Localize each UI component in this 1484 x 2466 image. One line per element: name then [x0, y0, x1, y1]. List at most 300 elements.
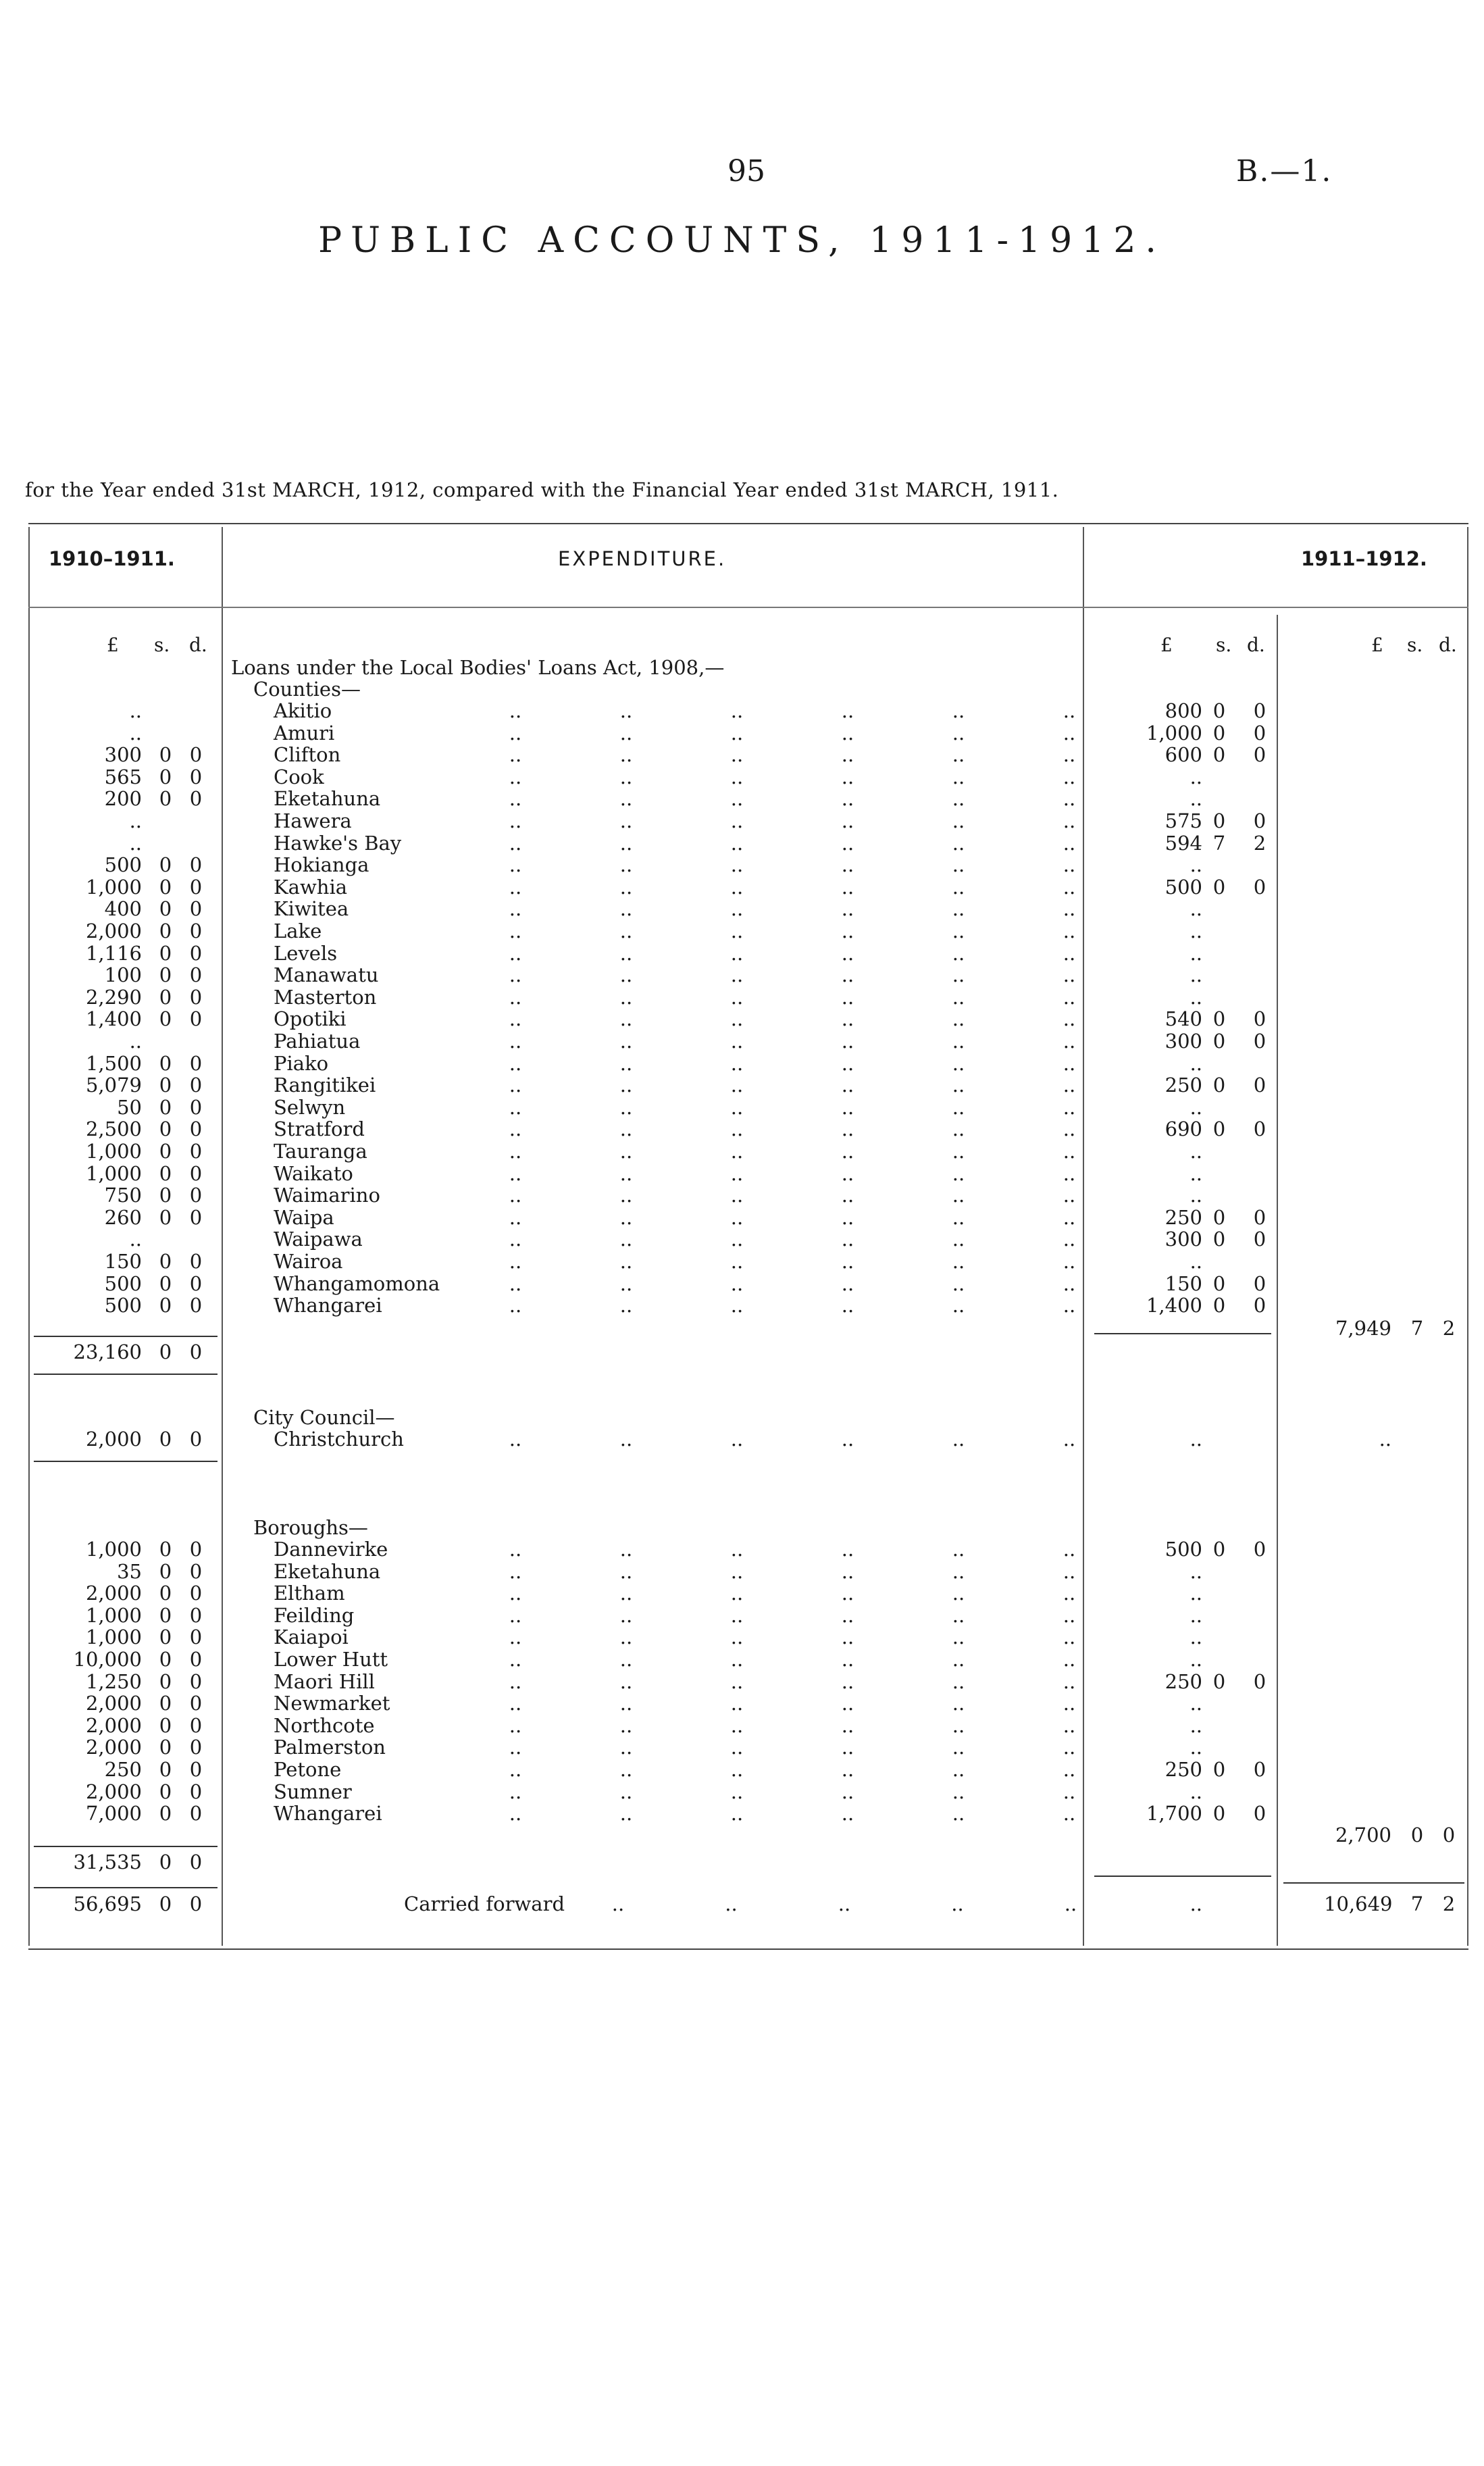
prev-shillings: 0 [159, 1603, 172, 1627]
leader-dots: .. .. .. .. .. .. [509, 831, 1076, 855]
curr-pounds: .. [1189, 1250, 1202, 1273]
section-title: Loans under the Local Bodies' Loans Act, 1908,— [231, 656, 725, 679]
prev-pounds: .. [129, 1030, 142, 1053]
leader-dots: .. .. .. .. .. .. [509, 1692, 1076, 1715]
prev-pounds: 2,000 [85, 1780, 142, 1803]
prev-pence: 0 [189, 1051, 203, 1075]
table-row [0, 810, 1484, 832]
leader-dots: .. .. .. .. .. .. [509, 853, 1076, 877]
curr-pence: 0 [1253, 1030, 1266, 1053]
city-council-label-row [0, 1407, 1484, 1429]
city-council-label: City Council— [253, 1406, 395, 1429]
curr-pounds: .. [1189, 1140, 1202, 1163]
curr-pounds: .. [1189, 1582, 1202, 1605]
prev-shillings: 0 [159, 963, 172, 987]
prev-pence: 0 [189, 875, 203, 899]
curr-shillings: 0 [1212, 1802, 1226, 1826]
prev-pence: 0 [189, 941, 203, 965]
boroughs-total-curr-row [0, 1824, 1484, 1846]
christchurch-prev-pounds: 2,000 [85, 1428, 142, 1451]
row-name: Northcote [274, 1713, 375, 1737]
leader-dots: .. .. .. .. .. .. [509, 1074, 1076, 1097]
leader-dots: .. .. .. .. .. .. [509, 1184, 1076, 1207]
prev-pounds: 1,400 [85, 1007, 142, 1031]
prev-pence: 0 [189, 1007, 203, 1031]
prev-shillings: 0 [159, 1074, 172, 1097]
row-name: Pahiatua [274, 1030, 361, 1053]
curr-pounds: 1,700 [1146, 1802, 1202, 1826]
curr-pence: 0 [1253, 875, 1266, 899]
leader-dots: .. .. .. .. .. .. [509, 1095, 1076, 1119]
row-name: Eltham [274, 1582, 345, 1605]
row-name: Opotiki [274, 1007, 347, 1031]
leader-dots: .. .. .. .. .. .. [509, 765, 1076, 788]
prev-pence: 0 [189, 1582, 203, 1605]
prev-shillings: 0 [159, 1736, 172, 1759]
row-name: Hokianga [274, 853, 369, 877]
curr-pounds: 150 [1165, 1272, 1202, 1295]
prev-shillings: 0 [159, 1713, 172, 1737]
row-name: Masterton [274, 985, 377, 1009]
counties-total-curr-pounds: 7,949 [1335, 1317, 1391, 1340]
counties-total-curr-row [0, 1317, 1484, 1340]
unit-shilling-prev: s. [154, 634, 170, 656]
prev-pounds: 50 [117, 1095, 142, 1119]
prev-pence: 0 [189, 1648, 203, 1671]
prev-shillings: 0 [159, 897, 172, 921]
prev-pounds: 1,000 [85, 1161, 142, 1185]
prev-pounds: .. [129, 1228, 142, 1251]
curr-shillings: 0 [1212, 1030, 1226, 1053]
row-name: Kawhia [274, 875, 348, 899]
prev-pounds: 100 [104, 963, 142, 987]
prev-pounds: .. [129, 721, 142, 745]
curr-shillings: 0 [1212, 1205, 1226, 1229]
unit-shilling-total: s. [1407, 634, 1423, 656]
curr-pounds: 500 [1165, 875, 1202, 899]
prev-shillings: 0 [159, 1692, 172, 1715]
row-name: Cook [274, 765, 324, 788]
unit-pound-prev: £ [107, 634, 119, 656]
table-row [0, 1736, 1484, 1759]
header-year-1911-1912: 1911–1912. [1301, 547, 1427, 570]
curr-pounds: .. [1189, 1626, 1202, 1649]
prev-pounds: 2,290 [85, 985, 142, 1009]
leader-dots: .. .. .. .. .. .. [509, 1669, 1076, 1693]
table-row [0, 1781, 1484, 1803]
prev-pounds: 400 [104, 897, 142, 921]
prev-pounds: 1,250 [85, 1669, 142, 1693]
leader-dots: .. .. .. .. .. .. [509, 1648, 1076, 1671]
carried-forward-prev-pence: 0 [189, 1892, 203, 1915]
curr-pence: 0 [1253, 1669, 1266, 1693]
prev-pence: 0 [189, 920, 203, 942]
table-row [0, 1273, 1484, 1295]
table-row [0, 1097, 1484, 1119]
page-number: 95 [727, 154, 765, 188]
prev-pence: 0 [189, 787, 203, 811]
unit-pound-curr: £ [1160, 634, 1173, 656]
carried-forward-prev-shillings: 0 [159, 1892, 172, 1915]
prev-pence: 0 [189, 1140, 203, 1163]
curr-pence: 0 [1253, 721, 1266, 745]
prev-shillings: 0 [159, 1559, 172, 1583]
prev-pence: 0 [189, 1736, 203, 1759]
prev-shillings: 0 [159, 1582, 172, 1605]
prev-pounds: 500 [104, 1294, 142, 1317]
curr-pence: 2 [1253, 831, 1266, 855]
prev-pence: 0 [189, 765, 203, 788]
curr-pounds: .. [1189, 941, 1202, 965]
curr-pounds: .. [1189, 1736, 1202, 1759]
leader-dots: .. .. .. .. .. .. [509, 1736, 1076, 1759]
table-row [0, 964, 1484, 986]
curr-shillings: 0 [1212, 809, 1226, 832]
table-row [0, 1671, 1484, 1693]
table-row [0, 1184, 1484, 1207]
leader-dots: .. .. .. .. .. .. [509, 1051, 1076, 1075]
leader-dots: .. .. .. .. .. .. [509, 1161, 1076, 1185]
leader-dots: .. .. .. .. .. .. [509, 1780, 1076, 1803]
counties-total-curr-shillings: 7 [1410, 1317, 1424, 1340]
table-row [0, 1140, 1484, 1163]
prev-shillings: 0 [159, 1007, 172, 1031]
curr-pounds: 1,400 [1146, 1294, 1202, 1317]
prev-shillings: 0 [159, 1051, 172, 1075]
prev-pounds: 1,500 [85, 1051, 142, 1075]
leader-dots: .. .. .. .. .. .. [509, 941, 1076, 965]
row-name: Eketahuna [274, 787, 381, 811]
curr-pence: 0 [1253, 1538, 1266, 1561]
leader-dots: .. .. .. .. .. .. [509, 1228, 1076, 1251]
leader-dots: .. .. .. .. .. .. [509, 743, 1076, 767]
carried-forward-total-rule [1283, 1882, 1464, 1884]
leader-dots: .. .. .. .. .. .. [509, 1758, 1076, 1781]
curr-pounds: 500 [1165, 1538, 1202, 1561]
prev-shillings: 0 [159, 853, 172, 877]
carried-forward-total-pounds: 10,649 [1324, 1892, 1393, 1915]
prev-pounds: 250 [104, 1758, 142, 1781]
prev-shillings: 0 [159, 875, 172, 899]
curr-pence: 0 [1253, 1074, 1266, 1097]
prev-shillings: 0 [159, 1205, 172, 1229]
curr-pence: 0 [1253, 1272, 1266, 1295]
table-row [0, 1228, 1484, 1251]
prev-pounds: 1,000 [85, 875, 142, 899]
curr-shillings: 0 [1212, 1538, 1226, 1561]
counties-total-curr-pence: 2 [1442, 1317, 1456, 1340]
row-name: Waimarino [274, 1184, 380, 1207]
table-subtitle: for the Year ended 31st MARCH, 1912, compared with the Financial Year ended 31st MARCH, 1911. [25, 478, 1059, 501]
curr-pounds: 300 [1165, 1228, 1202, 1251]
prev-shillings: 0 [159, 1272, 172, 1295]
curr-pence: 0 [1253, 1007, 1266, 1031]
leader-dots: .. .. .. .. .. .. [509, 1140, 1076, 1163]
curr-pounds: 594 [1165, 831, 1202, 855]
table-row [0, 1803, 1484, 1825]
christchurch-leader-dots: .. .. .. .. .. .. [509, 1428, 1076, 1451]
curr-pounds: .. [1189, 853, 1202, 877]
leader-dots: .. .. .. .. .. .. [509, 1713, 1076, 1737]
curr-pounds: .. [1189, 1780, 1202, 1803]
table-row [0, 1053, 1484, 1075]
table-row [0, 766, 1484, 788]
prev-pence: 0 [189, 1117, 203, 1141]
curr-pounds: .. [1189, 1559, 1202, 1583]
curr-shillings: 7 [1212, 831, 1226, 855]
prev-pence: 0 [189, 963, 203, 987]
curr-pounds: .. [1189, 1648, 1202, 1671]
prev-pounds: 750 [104, 1184, 142, 1207]
row-name: Piako [274, 1051, 329, 1075]
curr-shillings: 0 [1212, 721, 1226, 745]
curr-pence: 0 [1253, 743, 1266, 767]
prev-shillings: 0 [159, 1758, 172, 1781]
prev-pounds: 2,000 [85, 1692, 142, 1715]
boroughs-total-curr-pounds: 2,700 [1335, 1823, 1391, 1846]
row-name: Eketahuna [274, 1559, 381, 1583]
prev-pounds: 5,079 [85, 1074, 142, 1097]
counties-prev-total-rule-bottom [34, 1374, 218, 1375]
prev-pounds: 1,000 [85, 1626, 142, 1649]
prev-pounds: 2,500 [85, 1117, 142, 1141]
prev-pence: 0 [189, 743, 203, 767]
curr-shillings: 0 [1212, 699, 1226, 722]
christchurch-curr-pounds: .. [1189, 1428, 1202, 1451]
boroughs-total-curr-pence: 0 [1442, 1823, 1456, 1846]
table-row [0, 1251, 1484, 1273]
prev-pence: 0 [189, 1669, 203, 1693]
prev-shillings: 0 [159, 787, 172, 811]
curr-pence: 0 [1253, 1758, 1266, 1781]
curr-pounds: .. [1189, 765, 1202, 788]
curr-pounds: 540 [1165, 1007, 1202, 1031]
row-name: Waipa [274, 1205, 334, 1229]
prev-pence: 0 [189, 1250, 203, 1273]
prev-shillings: 0 [159, 1140, 172, 1163]
leader-dots: .. .. .. .. .. .. [509, 985, 1076, 1009]
prev-shillings: 0 [159, 920, 172, 942]
boroughs-label: Boroughs— [253, 1516, 368, 1539]
counties-total-prev-pence: 0 [189, 1340, 203, 1363]
row-name: Tauranga [274, 1140, 367, 1163]
row-name: Sumner [274, 1780, 352, 1803]
prev-pounds: .. [129, 699, 142, 722]
header-expenditure: EXPENDITURE. [558, 547, 727, 570]
christchurch-prev-pence: 0 [189, 1428, 203, 1451]
prev-pence: 0 [189, 1713, 203, 1737]
curr-pounds: .. [1189, 1095, 1202, 1119]
table-row [0, 1207, 1484, 1229]
prev-shillings: 0 [159, 1669, 172, 1693]
leader-dots: .. .. .. .. .. .. [509, 920, 1076, 942]
prev-pence: 0 [189, 1559, 203, 1583]
prev-pence: 0 [189, 1161, 203, 1185]
curr-pounds: 250 [1165, 1205, 1202, 1229]
counties-label-row [0, 678, 1484, 701]
section-title-row [0, 657, 1484, 679]
curr-shillings: 0 [1212, 1007, 1226, 1031]
table-row [0, 788, 1484, 810]
curr-pounds: 250 [1165, 1074, 1202, 1097]
leader-dots: .. .. .. .. .. .. [509, 1007, 1076, 1031]
carried-forward-label: Carried forward [404, 1892, 565, 1915]
curr-pounds: 1,000 [1146, 721, 1202, 745]
curr-shillings: 0 [1212, 1758, 1226, 1781]
carried-forward-row [0, 1893, 1484, 1915]
curr-pounds: .. [1189, 920, 1202, 942]
header-year-1910-1911: 1910–1911. [49, 547, 175, 570]
prev-pence: 0 [189, 985, 203, 1009]
prev-pence: 0 [189, 1758, 203, 1781]
christchurch-name: Christchurch [274, 1428, 404, 1451]
prev-pence: 0 [189, 1538, 203, 1561]
row-name: Manawatu [274, 963, 379, 987]
prev-shillings: 0 [159, 1117, 172, 1141]
row-name: Lake [274, 920, 322, 942]
row-name: Whangamomona [274, 1272, 440, 1295]
leader-dots: .. .. .. .. .. .. [509, 787, 1076, 811]
row-name: Selwyn [274, 1095, 346, 1119]
curr-shillings: 0 [1212, 743, 1226, 767]
prev-shillings: 0 [159, 1626, 172, 1649]
unit-pence-curr: d. [1247, 634, 1265, 656]
counties-total-prev-shillings: 0 [159, 1340, 172, 1363]
row-name: Newmarket [274, 1692, 390, 1715]
row-name: Feilding [274, 1603, 355, 1627]
curr-pounds: .. [1189, 963, 1202, 987]
row-name: Maori Hill [274, 1669, 375, 1693]
christchurch-prev-shillings: 0 [159, 1428, 172, 1451]
prev-shillings: 0 [159, 1538, 172, 1561]
prev-shillings: 0 [159, 941, 172, 965]
document-code: B.—1. [1236, 154, 1333, 188]
table-row [0, 1008, 1484, 1030]
city-council-rule [34, 1461, 218, 1462]
prev-pounds: 565 [104, 765, 142, 788]
curr-pounds: 250 [1165, 1758, 1202, 1781]
carried-forward-leader-dots: .. .. .. .. .. [611, 1892, 1077, 1915]
leader-dots: .. .. .. .. .. .. [509, 1626, 1076, 1649]
curr-shillings: 0 [1212, 875, 1226, 899]
curr-pounds: 690 [1165, 1117, 1202, 1141]
curr-pence: 0 [1253, 1294, 1266, 1317]
curr-pounds: .. [1189, 787, 1202, 811]
row-name: Whangarei [274, 1294, 382, 1317]
prev-pounds: 150 [104, 1250, 142, 1273]
counties-total-prev-pounds: 23,160 [73, 1340, 142, 1363]
curr-pence: 0 [1253, 699, 1266, 722]
prev-shillings: 0 [159, 1780, 172, 1803]
prev-pounds: 10,000 [73, 1648, 142, 1671]
row-name: Rangitikei [274, 1074, 376, 1097]
leader-dots: .. .. .. .. .. .. [509, 1559, 1076, 1583]
table-row [0, 832, 1484, 855]
curr-shillings: 0 [1212, 1272, 1226, 1295]
prev-pence: 0 [189, 1205, 203, 1229]
row-name: Levels [274, 941, 338, 965]
boroughs-total-prev-pounds: 31,535 [73, 1851, 142, 1873]
carried-forward-total-pence: 2 [1442, 1892, 1456, 1915]
leader-dots: .. .. .. .. .. .. [509, 1250, 1076, 1273]
curr-pence: 0 [1253, 1228, 1266, 1251]
prev-pounds: .. [129, 831, 142, 855]
prev-pence: 0 [189, 897, 203, 921]
table-row [0, 1538, 1484, 1561]
table-row [0, 722, 1484, 745]
row-name: Hawera [274, 809, 352, 832]
boroughs-subtotal-rule [1094, 1876, 1271, 1877]
table-row [0, 920, 1484, 942]
table-row [0, 898, 1484, 920]
row-name: Waipawa [274, 1228, 363, 1251]
table-row [0, 876, 1484, 899]
leader-dots: .. .. .. .. .. .. [509, 1538, 1076, 1561]
row-name: Akitio [274, 699, 332, 722]
curr-pounds: .. [1189, 1051, 1202, 1075]
table-row [0, 700, 1484, 722]
curr-shillings: 0 [1212, 1228, 1226, 1251]
row-name: Kiwitea [274, 897, 349, 921]
prev-pounds: 300 [104, 743, 142, 767]
prev-pence: 0 [189, 1095, 203, 1119]
curr-shillings: 0 [1212, 1117, 1226, 1141]
curr-pounds: 300 [1165, 1030, 1202, 1053]
boroughs-total-prev-pence: 0 [189, 1851, 203, 1873]
leader-dots: .. .. .. .. .. .. [509, 897, 1076, 921]
prev-shillings: 0 [159, 1161, 172, 1185]
prev-pounds: 1,116 [85, 941, 142, 965]
unit-pence-prev: d. [189, 634, 207, 656]
prev-pence: 0 [189, 1184, 203, 1207]
table-row [0, 942, 1484, 965]
curr-shillings: 0 [1212, 1074, 1226, 1097]
prev-pounds: 1,000 [85, 1538, 142, 1561]
row-name: Kaiapoi [274, 1626, 349, 1649]
christchurch-total: .. [1379, 1428, 1391, 1451]
table-row [0, 986, 1484, 1009]
row-name: Dannevirke [274, 1538, 388, 1561]
curr-pounds: 250 [1165, 1669, 1202, 1693]
prev-pounds: 500 [104, 853, 142, 877]
curr-pounds: .. [1189, 1184, 1202, 1207]
table-row [0, 1759, 1484, 1781]
table-row [0, 1626, 1484, 1649]
counties-total-prev-row [0, 1341, 1484, 1363]
boroughs-total-prev-shillings: 0 [159, 1851, 172, 1873]
header-rule [28, 607, 1468, 608]
curr-pounds: 575 [1165, 809, 1202, 832]
leader-dots: .. .. .. .. .. .. [509, 1802, 1076, 1826]
unit-pence-total: d. [1439, 634, 1457, 656]
table-row [0, 1561, 1484, 1583]
prev-pounds: 2,000 [85, 1713, 142, 1737]
leader-dots: .. .. .. .. .. .. [509, 721, 1076, 745]
prev-shillings: 0 [159, 743, 172, 767]
prev-shillings: 0 [159, 1095, 172, 1119]
curr-shillings: 0 [1212, 1294, 1226, 1317]
curr-pounds: .. [1189, 1603, 1202, 1627]
prev-pounds: .. [129, 809, 142, 832]
row-name: Stratford [274, 1117, 365, 1141]
table-row [0, 1715, 1484, 1737]
leader-dots: .. .. .. .. .. .. [509, 1117, 1076, 1141]
curr-pounds: .. [1189, 1692, 1202, 1715]
prev-shillings: 0 [159, 1184, 172, 1207]
table-row [0, 1692, 1484, 1715]
leader-dots: .. .. .. .. .. .. [509, 1603, 1076, 1627]
leader-dots: .. .. .. .. .. .. [509, 875, 1076, 899]
